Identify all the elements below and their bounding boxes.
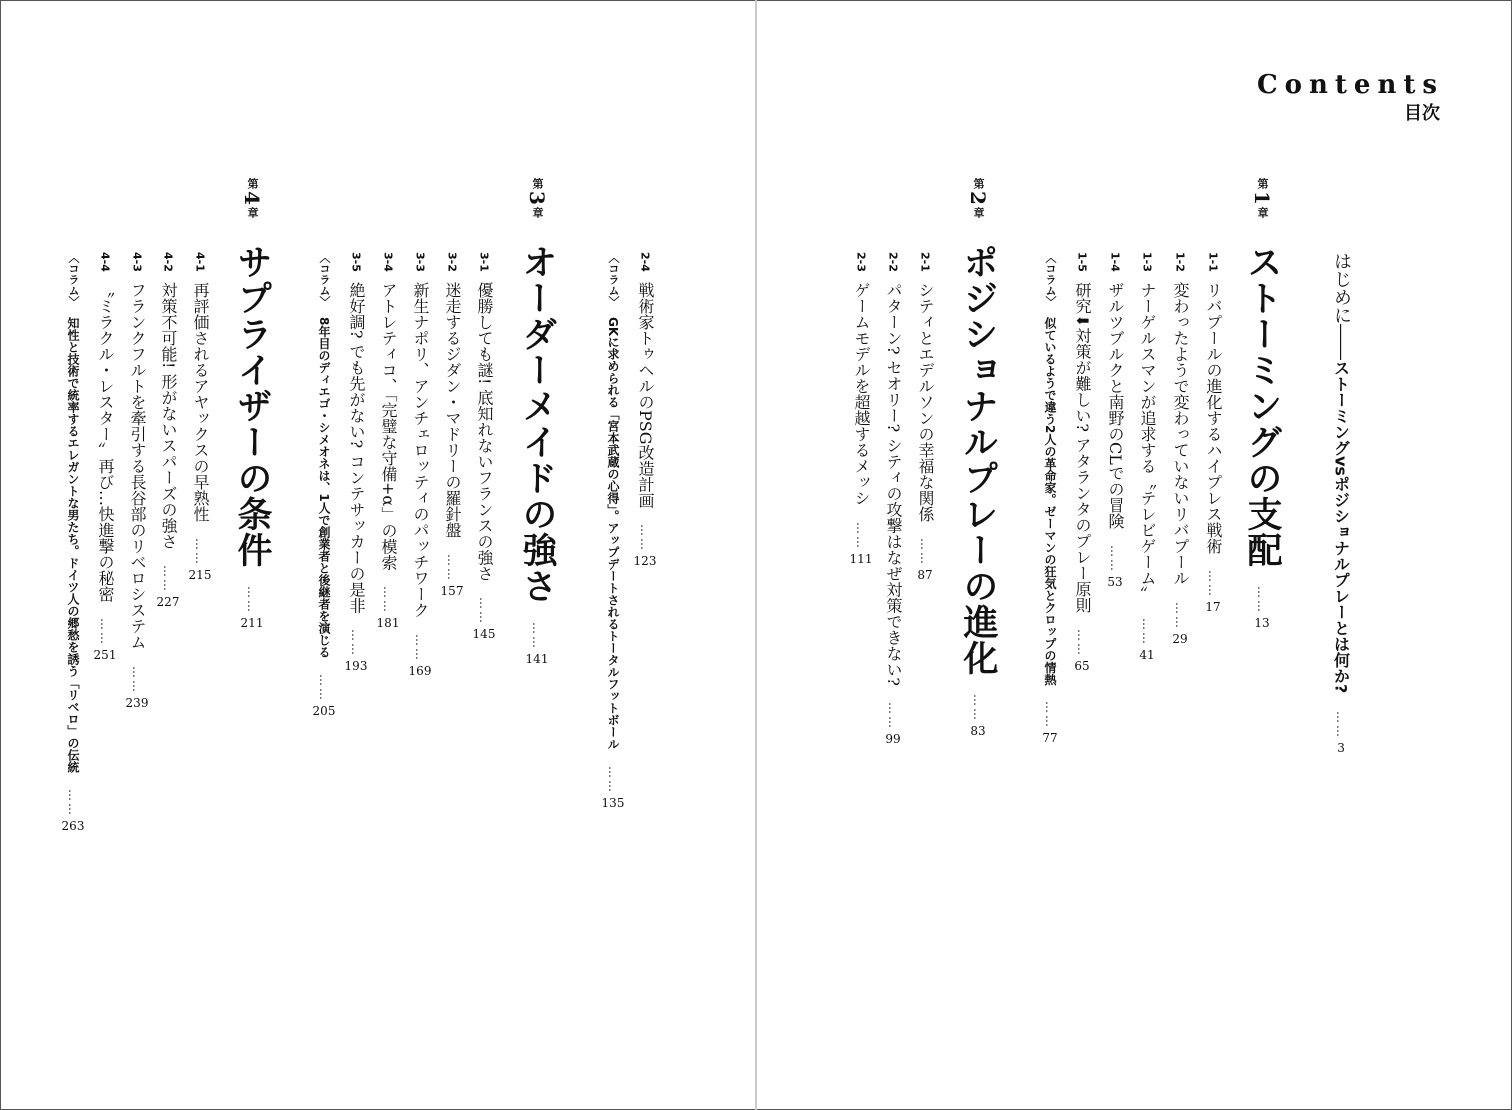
entry-leader-dots: ……: [477, 597, 491, 626]
entry-page-number: 65: [1074, 658, 1090, 673]
entry-title: ザルツブルクと南野のCLでの冒険: [1106, 281, 1125, 529]
entry-page-number: 111: [849, 551, 873, 566]
entry-page-number: 135: [601, 796, 625, 811]
column-entry[interactable]: [312, 252, 336, 718]
entry-title: 絶好調? でも先がない? コンテサッカーの是非: [347, 281, 366, 614]
section-number: 3-5: [349, 252, 363, 272]
entry-title: GKに求められる「宮本武蔵の心得」。アップデートされるトータルフットボール: [606, 317, 620, 751]
contents-title-en: Contents: [1256, 70, 1444, 100]
chapter-page-number: 141: [525, 651, 549, 666]
entry-leader-dots: ……: [381, 586, 395, 615]
entry-page-number: 181: [376, 616, 400, 631]
entry-title: 知性と技術で統率するエレガントな男たち。ドイツ人の郷愁を誘う「リベロ」の伝統: [66, 317, 80, 773]
section-number: 3-4: [381, 252, 395, 272]
entry-leader-dots: ……: [918, 537, 932, 566]
entry-page-number: 205: [312, 703, 336, 718]
entry-title: シティとエデルソンの幸福な関係: [916, 281, 935, 522]
entry-title: 似ているようで違う2人の革命家。ゼーマンの狂気とクロップの情熱: [1043, 317, 1057, 686]
entry-leader-dots: ……: [1043, 701, 1057, 730]
entry-leader-dots: ……: [66, 789, 80, 817]
entry-page-number: 145: [472, 627, 496, 642]
section-number: 1-3: [1140, 252, 1154, 272]
column-entry[interactable]: [61, 252, 85, 833]
entry-leader-dots: ……: [161, 565, 175, 594]
section-entry[interactable]: [93, 252, 117, 662]
intro-title: はじめに――: [1331, 252, 1352, 360]
chapter-page-number: 211: [240, 615, 264, 630]
chapter-number: 2: [966, 191, 990, 205]
chapter-heading[interactable]: [232, 178, 272, 630]
section-number: 4-2: [161, 252, 175, 272]
entry-leader-dots: ……: [1173, 601, 1187, 630]
entry-leader-dots: ……: [1108, 544, 1122, 573]
section-entry[interactable]: [913, 252, 937, 582]
intro-page-number: 3: [1337, 741, 1345, 756]
entry-leader-dots: ……: [1206, 569, 1220, 598]
section-entry[interactable]: [156, 252, 180, 609]
chapter-number: 3: [525, 191, 549, 205]
entry-title: リバプールの進化するハイプレス戦術: [1204, 281, 1223, 554]
section-entry[interactable]: [881, 252, 905, 746]
contents-title-ja: 目次: [1404, 103, 1440, 124]
entry-leader-dots: ……: [638, 524, 652, 553]
chapter-page-number: 83: [970, 723, 986, 738]
section-number: 1-4: [1108, 252, 1122, 272]
chapter-heading[interactable]: [958, 178, 998, 738]
chapter-suffix: 章: [531, 206, 544, 218]
section-entry[interactable]: [1135, 252, 1159, 662]
entry-leader-dots: ……: [1075, 628, 1089, 657]
chapter-number: 4: [240, 191, 264, 205]
entry-page-number: 215: [188, 567, 212, 582]
section-entry[interactable]: [1168, 252, 1192, 646]
column-entry[interactable]: [1038, 252, 1062, 745]
entry-title: 再評価されるアヤックスの早熟性: [191, 281, 210, 522]
column-label: 〈コラム〉: [318, 252, 331, 307]
entry-page-number: 263: [61, 819, 85, 833]
section-entry[interactable]: [1103, 252, 1127, 589]
entry-page-number: 193: [344, 659, 368, 674]
entry-page-number: 169: [408, 663, 432, 678]
chapter-title: ストーミングの支配: [1242, 243, 1283, 568]
entry-leader-dots: ……: [349, 629, 363, 658]
section-entry[interactable]: [1070, 252, 1094, 673]
entry-page-number: 99: [885, 731, 901, 746]
section-number: 1-1: [1206, 252, 1220, 272]
section-number: 3-3: [413, 252, 427, 272]
section-number: 4-1: [193, 252, 207, 272]
section-number: 2-1: [918, 252, 932, 272]
entry-page-number: 87: [917, 567, 933, 582]
section-entry[interactable]: [408, 252, 432, 678]
chapter-leader-dots: ……: [245, 585, 259, 614]
section-number: 1-5: [1075, 252, 1089, 272]
chapter-suffix: 章: [972, 206, 985, 218]
chapter-page-number: 13: [1254, 615, 1270, 630]
chapter-label: 第: [531, 178, 544, 189]
entry-page-number: 77: [1042, 731, 1058, 746]
entry-leader-dots: ……: [445, 553, 459, 582]
section-number: 2-4: [638, 252, 652, 272]
column-label: 〈コラム〉: [1044, 252, 1057, 307]
chapter-heading[interactable]: [1242, 178, 1282, 630]
entry-page-number: 29: [1172, 631, 1188, 646]
entry-page-number: 123: [633, 554, 657, 569]
entry-page-number: 41: [1139, 647, 1155, 662]
section-entry[interactable]: [849, 252, 873, 566]
entry-leader-dots: ……: [413, 633, 427, 662]
entry-title: パターン? セオリー? シティの攻撃はなぜ対策できない?: [884, 281, 903, 686]
column-label: 〈コラム〉: [67, 252, 80, 307]
section-number: 4-3: [130, 252, 144, 272]
section-entry[interactable]: [440, 252, 464, 598]
entry-leader-dots: ……: [1140, 617, 1154, 646]
section-entry[interactable]: [188, 252, 212, 582]
entry-title: 戦術家トゥヘルのPSG改造計画: [636, 281, 655, 509]
entry-title: ゲームモデルを超越するメッシ: [852, 281, 871, 506]
chapter-label: 第: [246, 178, 259, 189]
entry-leader-dots: ……: [886, 701, 900, 730]
entry-leader-dots: ……: [854, 521, 868, 550]
intro-subtitle: ストーミングvsポジショナルプレーとは何か?: [1331, 360, 1351, 694]
entry-page-number: 227: [156, 595, 180, 610]
section-number: 2-3: [854, 252, 868, 272]
chapter-label: 第: [1256, 178, 1269, 189]
entry-page-number: 17: [1205, 599, 1221, 614]
entry-title: アトレティコ、「完璧な守備+α」の模索: [379, 281, 398, 571]
section-number: 2-2: [886, 252, 900, 272]
section-number: 3-2: [445, 252, 459, 272]
entry-title: 8年目のディエゴ・シメオネは、1人で創業者と後継者を演じる: [317, 317, 331, 658]
section-entry[interactable]: [633, 252, 657, 568]
entry-leader-dots: ……: [193, 537, 207, 566]
chapter-title: オーダーメイドの強さ: [517, 243, 558, 604]
section-entry[interactable]: [125, 252, 149, 710]
chapter-leader-dots: ……: [1255, 585, 1269, 614]
section-number: 1-2: [1173, 252, 1187, 272]
column-label: 〈コラム〉: [607, 252, 620, 307]
section-entry[interactable]: [376, 252, 400, 630]
intro-entry[interactable]: [1328, 252, 1354, 755]
entry-leader-dots: ……: [98, 617, 112, 646]
entry-page-number: 53: [1107, 574, 1123, 589]
entry-leader-dots: ……: [606, 766, 620, 795]
section-number: 4-4: [98, 252, 112, 272]
section-entry[interactable]: [1201, 252, 1225, 614]
entry-title: 新生ナポリ、アンチェロッティのパッチワーク: [411, 281, 430, 618]
intro-leader-dots: ……: [1334, 711, 1348, 740]
book-spine-divider: [755, 0, 757, 1110]
entry-title: フランクフルトを牽引する長谷部のリベロシステム: [128, 281, 147, 650]
entry-page-number: 251: [93, 647, 117, 662]
chapter-leader-dots: ……: [971, 693, 985, 722]
chapter-title: ポジショナルプレーの進化: [958, 243, 999, 676]
section-entry[interactable]: [344, 252, 368, 673]
entry-title: 優勝しても謎! 底知れないフランスの強さ: [475, 281, 494, 582]
entry-leader-dots: ……: [130, 665, 144, 694]
entry-title: 対策不可能! 形がないスパーズの強さ: [159, 281, 178, 550]
entry-leader-dots: ……: [317, 673, 331, 702]
section-number: 3-1: [477, 252, 491, 272]
chapter-heading[interactable]: [517, 178, 557, 666]
column-entry[interactable]: [601, 252, 625, 810]
chapter-title: サプライザーの条件: [232, 243, 273, 568]
chapter-label: 第: [972, 178, 985, 189]
entry-page-number: 239: [125, 695, 149, 710]
entry-title: 迷走するジダン・マドリーの羅針盤: [443, 281, 462, 538]
entry-title: 研究⬇対策が難しい? アタランタのプレー原則: [1073, 281, 1092, 613]
entry-page-number: 157: [440, 583, 464, 598]
entry-title: ナーゲルスマンが追求する〝テレビゲーム〟: [1138, 281, 1157, 602]
chapter-leader-dots: ……: [530, 621, 544, 650]
chapter-suffix: 章: [1256, 206, 1269, 218]
entry-title: 〝ミラクル・レスター〟再び…快進撃の秘密: [96, 281, 115, 602]
chapter-number: 1: [1250, 191, 1274, 205]
entry-title: 変わったようで変わっていないリバプール: [1171, 281, 1190, 586]
section-entry[interactable]: [472, 252, 496, 641]
chapter-suffix: 章: [246, 206, 259, 218]
